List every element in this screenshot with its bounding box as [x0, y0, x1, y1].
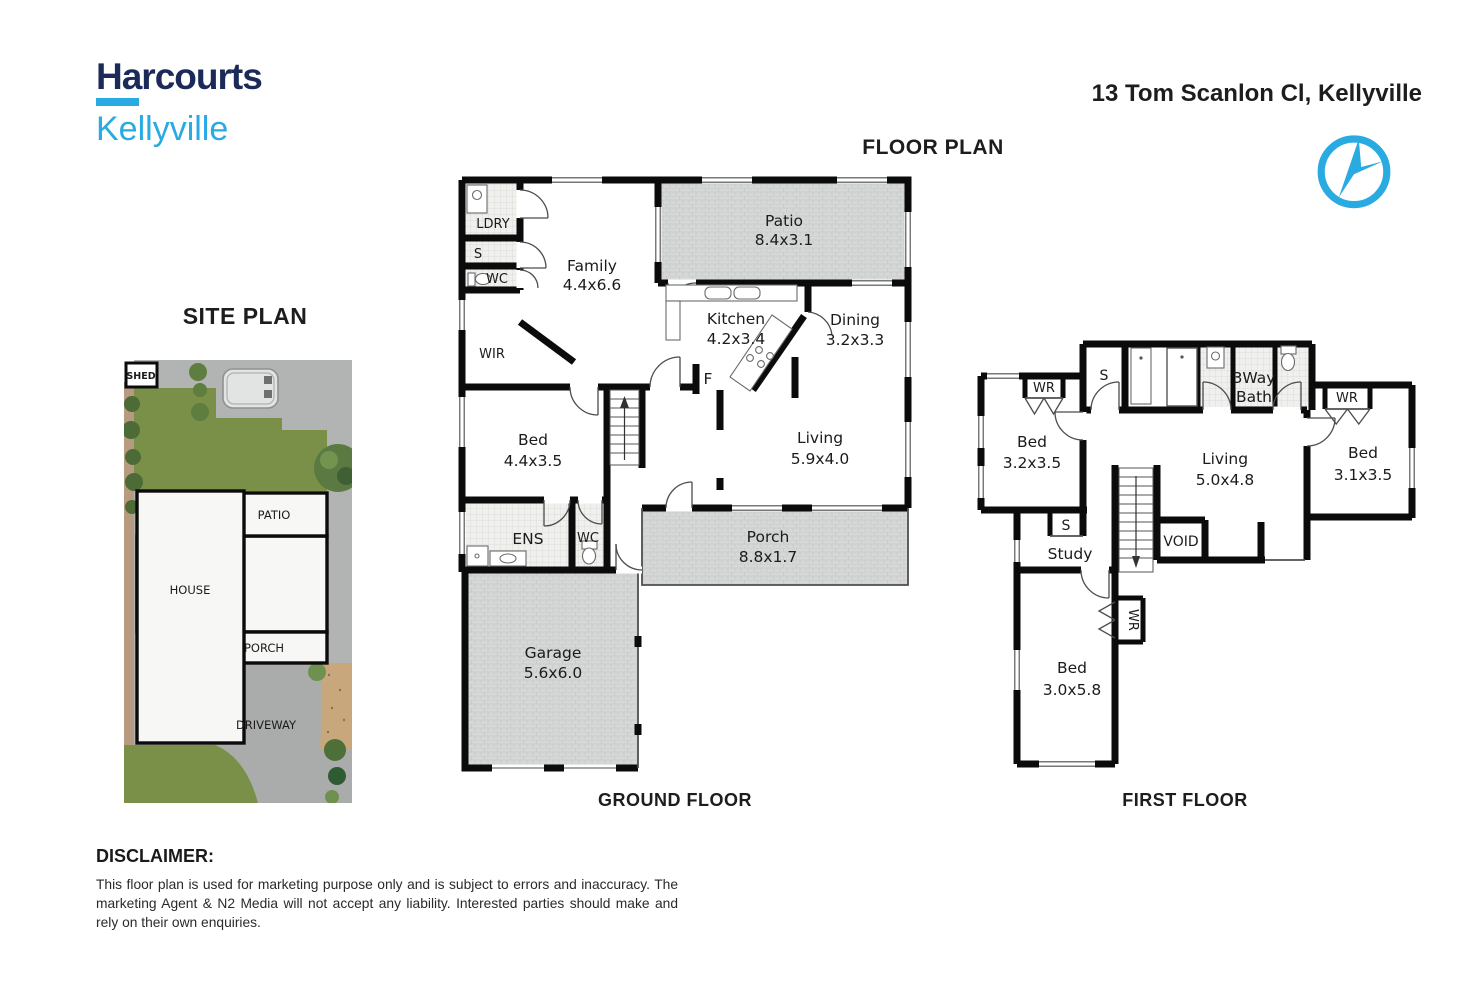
room-label-ens: ENS — [512, 530, 544, 548]
room-dim-patio: 8.4x3.1 — [754, 231, 814, 249]
room-label-living-ff: Living — [1201, 450, 1249, 468]
site-house-label: HOUSE — [169, 583, 211, 597]
room-label-bath-2: Bath — [1235, 388, 1273, 406]
room-dim-dining: 3.2x3.3 — [825, 331, 885, 349]
site-patio-label: PATIO — [257, 508, 291, 522]
room-label-wr2: WR — [1336, 391, 1358, 406]
ff-doors — [1055, 382, 1335, 598]
room-dim-living-ff: 5.0x4.8 — [1195, 471, 1255, 489]
room-label-wir: WIR — [479, 347, 505, 362]
shed-label: SHED — [126, 371, 156, 382]
site-plan-title: SITE PLAN — [182, 303, 308, 329]
room-label-ldry: LDRY — [476, 217, 510, 232]
room-dim-bed3: 3.0x5.8 — [1042, 681, 1102, 699]
disclaimer-heading: DISCLAIMER: — [96, 846, 214, 866]
site-porch-label: PORCH — [243, 641, 285, 655]
room-dim-family: 4.4x6.6 — [562, 276, 622, 294]
room-label-bed2: Bed — [1347, 444, 1379, 462]
room-label-bed: Bed — [517, 431, 549, 449]
logo-kellyville: Kellyville — [96, 110, 229, 148]
room-label-study: Study — [1047, 545, 1093, 563]
ff-stairs — [1119, 468, 1153, 572]
room-label-dining: Dining — [829, 311, 881, 329]
room-label-bed1: Bed — [1016, 433, 1048, 451]
disclaimer-text: This floor plan is used for marketing purpose only and is subject to errors and inaccuracy. The marketing Agent & N2 Media will not accept any liability. Interested parties should make and rely on their own enquiries. — [96, 877, 678, 931]
room-label-fridge: F — [703, 370, 713, 388]
room-label-void: VOID — [1163, 534, 1199, 550]
room-label-wr1: WR — [1033, 381, 1055, 396]
room-dim-garage: 5.6x6.0 — [523, 664, 583, 682]
room-dim-kitchen: 4.2x3.4 — [706, 330, 766, 348]
ground-floor-plan — [452, 172, 912, 776]
gf-garage-post-2 — [635, 724, 642, 735]
room-label-s2: S — [1061, 518, 1071, 534]
floor-plan-title: FLOOR PLAN — [862, 136, 1004, 159]
ff-walls — [981, 344, 1412, 764]
room-label-family: Family — [567, 257, 617, 275]
room-label-bath-1: 3Way — [1232, 369, 1276, 387]
first-floor-caption: FIRST FLOOR — [1122, 790, 1248, 810]
first-floor-plan — [975, 340, 1425, 770]
room-label-wc: WC — [486, 272, 508, 287]
gf-garage-post-1 — [635, 636, 642, 647]
room-label-wc2: WC — [577, 531, 599, 546]
ground-floor-caption: GROUND FLOOR — [598, 790, 752, 810]
site-plan-map — [124, 360, 352, 803]
property-address: 13 Tom Scanlon Cl, Kellyville — [1091, 80, 1422, 107]
room-dim-porch: 8.8x1.7 — [738, 548, 798, 566]
agency-logo — [96, 58, 262, 146]
logo-harcourts: Harcourts — [96, 56, 262, 97]
site-spa — [223, 369, 278, 408]
site-driveway-label: DRIVEWAY — [235, 718, 297, 732]
room-dim-bed1: 3.2x3.5 — [1002, 454, 1062, 472]
gf-porch-area — [642, 508, 908, 585]
room-dim-bed2: 3.1x3.5 — [1333, 466, 1393, 484]
room-label-s: S — [473, 247, 483, 262]
ff-cupboard-knob — [1180, 355, 1183, 358]
room-label-porch: Porch — [746, 528, 790, 546]
room-label-kitchen: Kitchen — [706, 310, 766, 328]
north-compass-icon — [1314, 130, 1394, 212]
logo-underline-bar — [96, 98, 139, 106]
room-dim-living: 5.9x4.0 — [790, 450, 850, 468]
room-dim-bed: 4.4x3.5 — [503, 452, 563, 470]
room-label-living: Living — [796, 429, 844, 447]
room-label-bed3: Bed — [1056, 659, 1088, 677]
room-label-wr3: WR — [1125, 609, 1140, 631]
room-label-s1: S — [1099, 368, 1109, 384]
room-label-garage: Garage — [524, 644, 582, 662]
room-label-patio: Patio — [764, 212, 804, 230]
gf-stairs — [610, 390, 639, 465]
